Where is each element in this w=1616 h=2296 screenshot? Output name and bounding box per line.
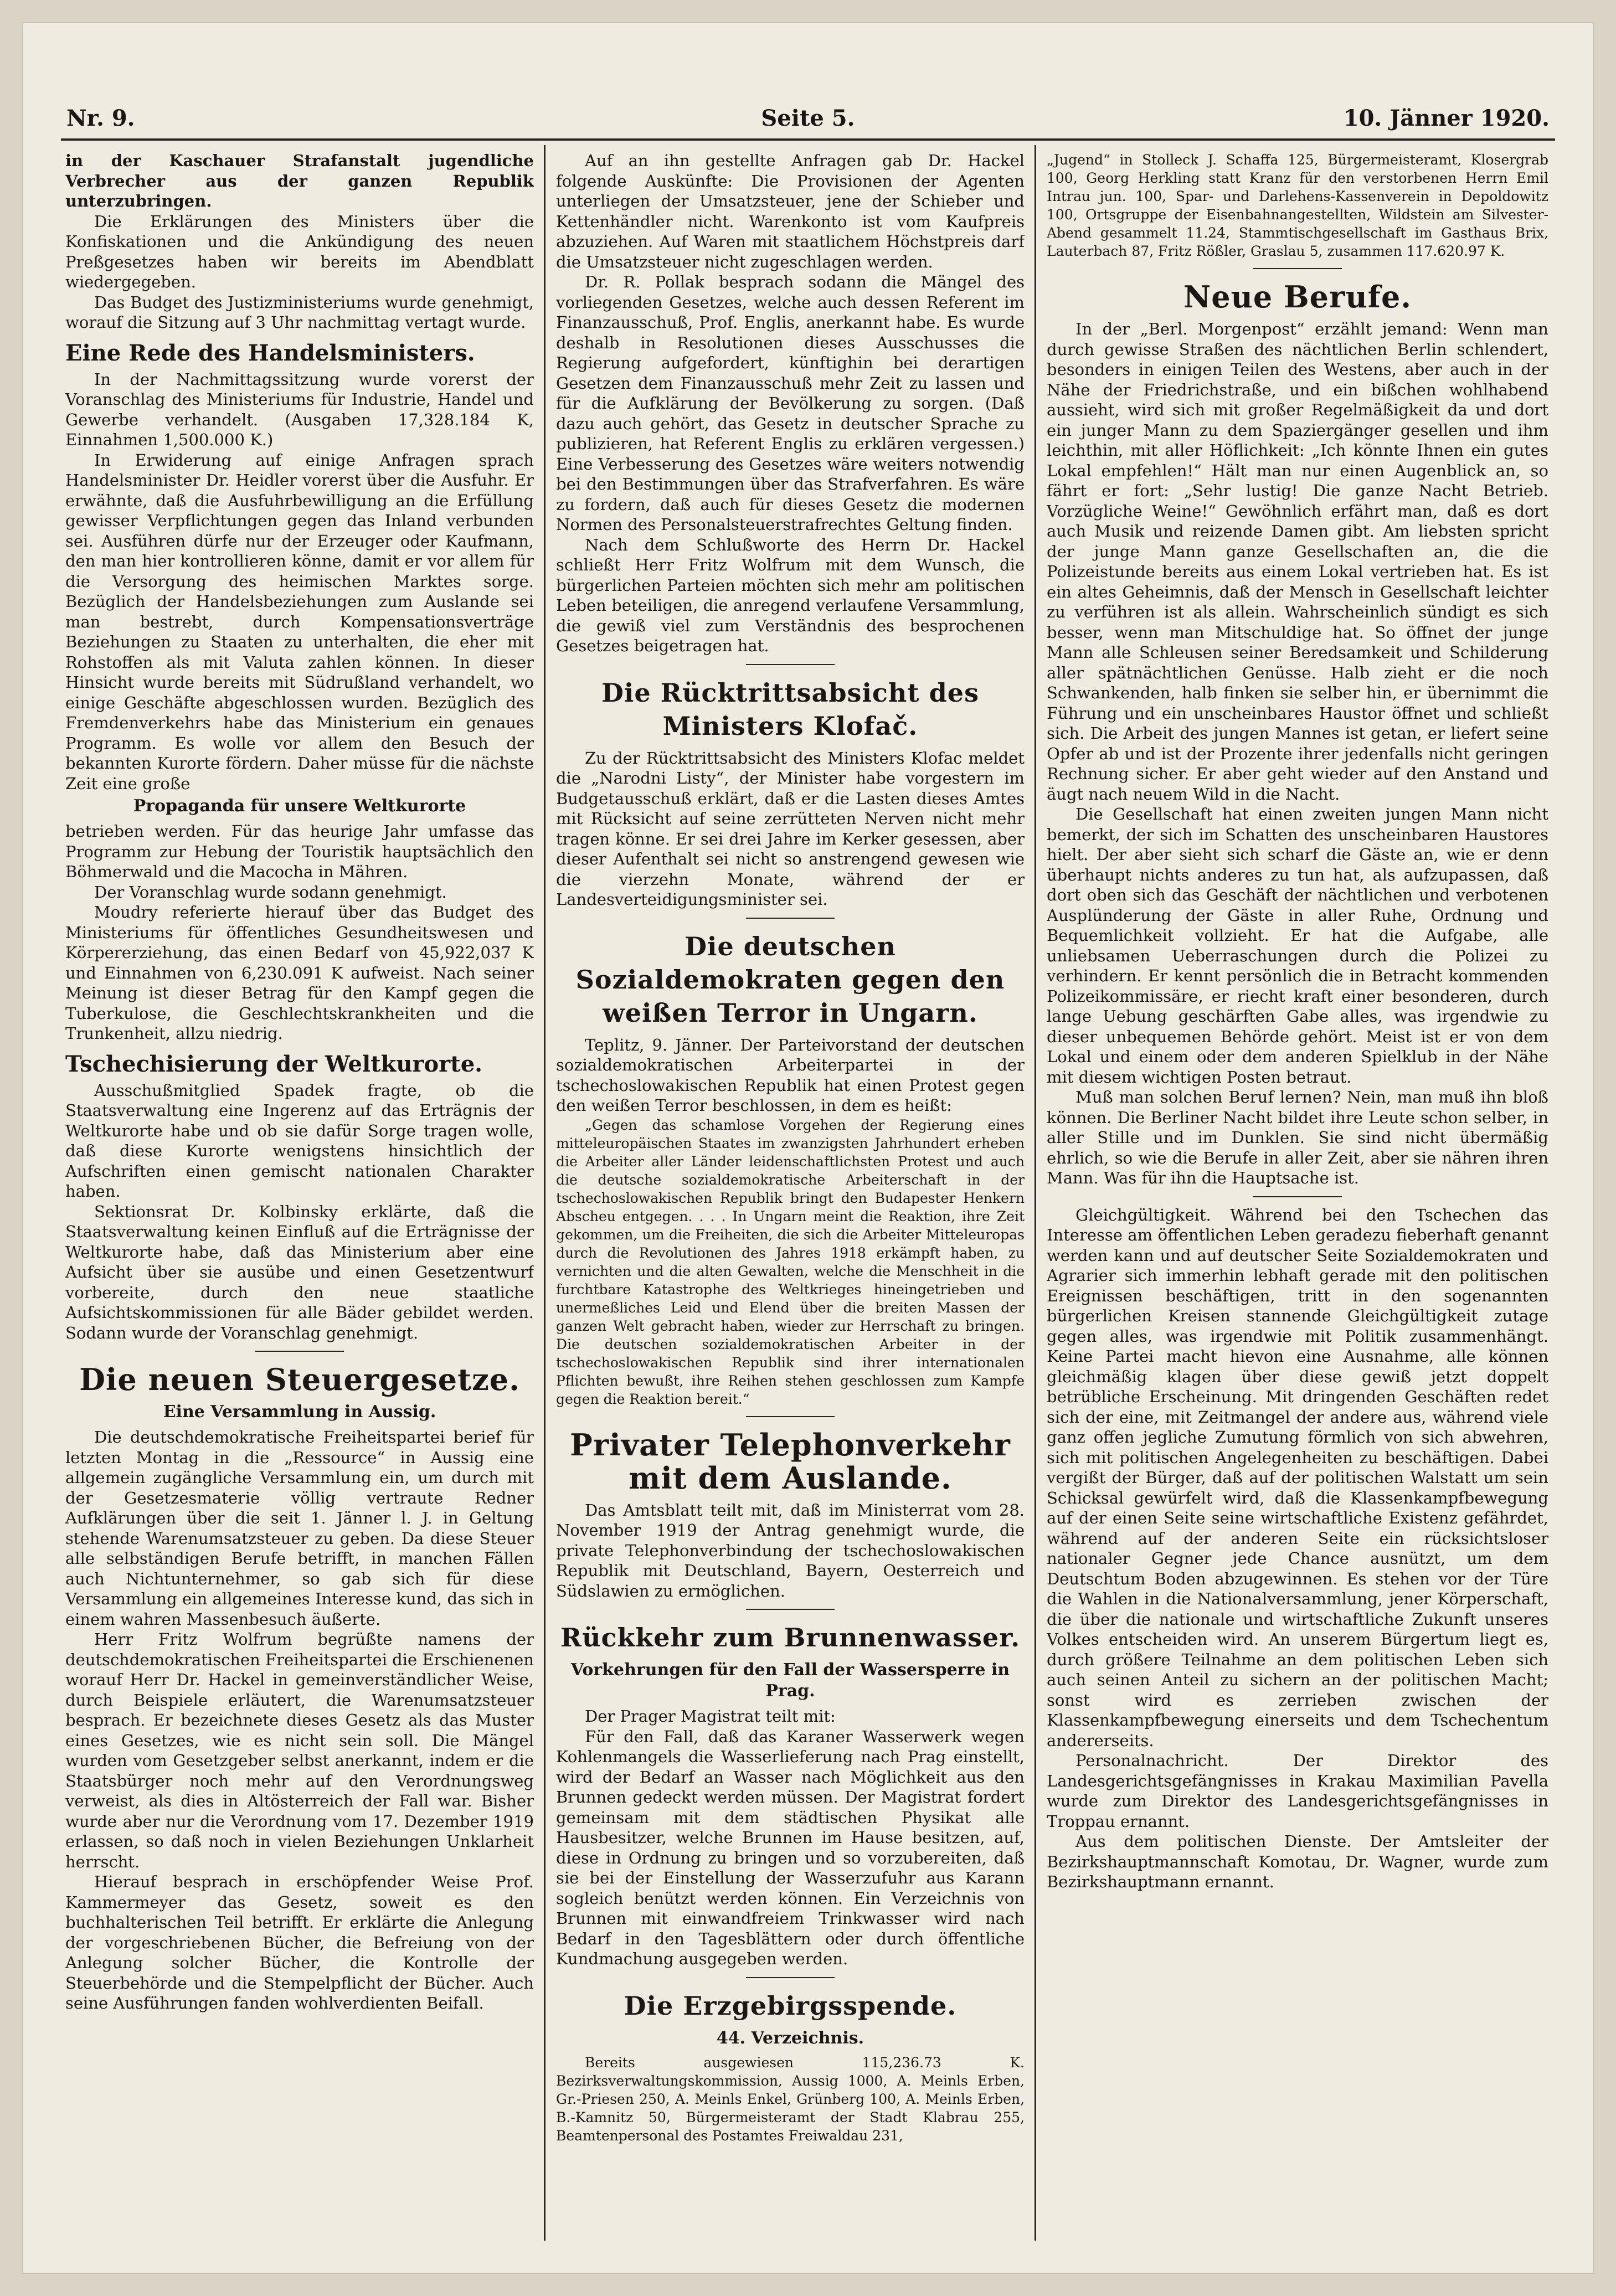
article-text: betrieben werden. Für das heurige Jahr umfasse das Programm zur Hebung der Touristik hauptsächlich den Böhmerwald und die Macocha in Mähren. xyxy=(65,822,534,881)
article-text: In der Nachmittagssitzung wurde vorerst der Voranschlag des Ministeriums für Industrie, Handel und Gewerbe verhandelt. (Ausgaben 17,328.184 K, Einnahmen 1,500.000 K.) xyxy=(65,369,534,449)
article-text: Sektionsrat Dr. Kolbinsky erklärte, daß die Staatsverwaltung keinen Einfluß auf die Erträgnisse der Weltkurorte habe, daß das Ministerium aber eine Aufsicht über sie ausübe und einen Gesetzentwurf vorbereite, durch den neue staatliche Aufsichtskommissionen für alle Bäder gebildet werden. Sodann wurde der Voranschlag genehmigt. xyxy=(65,1202,534,1342)
separator xyxy=(746,1977,835,1978)
headline-klofac: Die Rücktrittsabsicht des Ministers Klofač. xyxy=(601,677,979,741)
article-text: Die deutschdemokratische Freiheitspartei berief für letzten Montag in die „Ressource“ in Aussig eine allgemein zugängliche Versammlung ein, um durch mit der Gesetzesmaterie völlig vertraute Redner Aufklärungen über die seit 1. Jänner l. J. in Geltung stehende Warenumsatzsteuer zu geben. Da diese Steuer alle selbständigen Berufe betrifft, in manchen Fällen auch Nichtunternehmer, so gab sich für diese Versammlung ein allgemeines Interesse kund, das sich in einem wahren Massenbesuch äußerte. xyxy=(65,1428,534,1629)
header-rule xyxy=(61,138,1555,141)
headline-handelsminister: Eine Rede des Handelsministers. xyxy=(65,339,475,366)
article-text: In Erwiderung auf einige Anfragen sprach Handelsminister Dr. Heidler vorerst über die Ausfuhr. Er erwähnte, daß die Ausfuhrbewilligung an die Erfüllung gewisser Verpflichtungen gegen das Inland verbunden sei. Ausführen dürfe nur der Erzeuger oder Kaufmann, den man hier kontrollieren könne, damit er vor allem für die Versorgung des heimischen Marktes sorge. Bezüglich der Handelsbeziehungen zum Auslande sei man bestrebt, durch Kompensationsverträge Beziehungen zu Staaten zu unterhalten, die eher mit Rohstoffen als mit Valuta zahlen können. In dieser Hinsicht wurde bereits mit Südrußland verhandelt, wo einige Geschäfte abgeschlossen wurden. Bezüglich des Fremdenverkehrs habe das Ministerium ein genaues Programm. Es wolle vor allem den Besuch der bekannten Kurorte fördern. Daher müsse für die nächste Zeit eine große xyxy=(65,450,534,793)
headline-telephonverkehr: Privater Telephonverkehr mit dem Auslande. xyxy=(570,1427,1011,1496)
article-text: Muß man solchen Beruf lernen? Nein, man muß ihn bloß können. Die Berliner Nacht bildet ihre Leute schon selber, in aller Stille und im Dunklen. Sie sind nicht übermäßig ehrlich, so wie die Berufe in aller Zeit, aber sie nähren ihren Mann. Was für ihn die Hauptsache ist. xyxy=(1047,1088,1548,1187)
column-1 xyxy=(65,151,534,2241)
column-divider xyxy=(1035,145,1036,2241)
article-text: In der „Berl. Morgenpost“ erzählt jemand: Wenn man durch gewisse Straßen des nächtlichen Berlin schlendert, besonders in einigen Teilen des Westens, aber auch in der Nähe der Friedrichstraße, und ein bißchen wohlhabend aussieht, wird sich mit großer Regelmäßigkeit da und dort ein junger Mann zu dem Spaziergänger gesellen und ihm leichthin, mit aller Höflichkeit: „Ich könnte Ihnen ein gutes Lokal empfehlen!“ Hält man nur einen Augenblick an, so fährt er fort: „Sehr lustig! Die ganze Nacht Betrieb. Vorzügliche Weine!“ Gewöhnlich erfährt man, daß es dort auch Musik und reizende Damen gibt. Am liebsten spricht der junge Mann ganze Gesellschaften an, die die Polizeistunde bereits aus einem Lokal vertrieben hat. Es ist ein altes Geheimnis, daß der Mensch in Gesellschaft leichter zu verführen ist als allein. Wahrscheinlich sündigt es sich besser, wenn man Mitschuldige hat. So öffnet der junge Mann alle Schleusen seiner Beredsamkeit und Schilderung aller spätnächtlichen Genüsse. Halb zieht er die noch Schwankenden, halb finken sie selber hin, er übernimmt die Führung und ein unscheinbares Haustor öffnet und schließt sich. Die Arbeit des jungen Mannes ist getan, er liefert seine Opfer ab und ist der Prozente ihrer jedenfalls nicht geringen Rechnung sicher. Er aber geht wieder auf den Anstand und äugt nach neuem Wild in die Nacht. xyxy=(1047,320,1548,804)
article-text: Der Prager Magistrat teilt mit: xyxy=(585,1707,836,1726)
headline-erzgebirgsspende: Die Erzgebirgsspende. xyxy=(624,1990,957,2021)
issue-number: Nr. 9. xyxy=(66,105,135,131)
issue-date: 10. Jänner 1920. xyxy=(1343,105,1550,131)
headline-neue-berufe: Neue Berufe. xyxy=(1183,279,1412,315)
article-text: Teplitz, 9. Jänner. Der Parteivorstand der deutschen sozialdemokratischen Arbeiterpartei in der tschechoslowakischen Republik hat einen Protest gegen den weißen Terror beschlossen, in dem es heißt: xyxy=(556,1035,1025,1115)
article-text: Gleichgültigkeit. Während bei den Tschechen das Interesse am öffentlichen Leben geradezu fieberhaft genannt werden kann und auf deutscher Seite Sozialdemokraten und Agrarier sich immerhin lebhaft gerade mit den politischen Ereignissen beschäftigen, tritt in den sogenannten bürgerlichen Kreisen stannende Gleichgültigkeit zutage gegen alles, was irgendwie mit Politik zusammenhängt. Keine Partei macht hievon eine Ausnahme, alle können gleichmäßig klagen über diese gewiß jetzt doppelt betrübliche Erscheinung. Mit dringenden Geschäften redet sich der eine, mit Zeitmangel der andere aus, während viele ganz offen jegliche Zumutung förmlich von sich abwehren, sich mit politischen Angelegenheiten zu beschäftigen. Dabei vergißt der Bürger, daß auf der politischen Walstatt um sein Schicksal gewürfelt wird, daß die Klassenkampfbewegung auf der einen Seite seine wirtschaftliche Existenz gefährdet, während auf der anderen Seite ein rücksichtsloser nationaler Gegner jede Chance ausnützt, um dem Deutschtum Boden abzugewinnen. Es stehen vor der Türe die Wahlen in die Nationalversammlung, jener Körperschaft, die über die nationale und wirtschaftliche Zukunft unseres Volkes entscheiden wird. An unserem Bürgertum liegt es, durch größere Teilnahme an dem politischen Leben sich auch seinen Anteil zu sichern an der politischen Macht; sonst wird es zerrieben zwischen der Klassenkampfbewegung einerseits und dem Tschechentum andererseits. xyxy=(1047,1205,1548,1750)
separator xyxy=(746,1609,835,1610)
separator xyxy=(255,1351,344,1352)
column-divider xyxy=(544,145,545,2241)
subheading-verzeichnis: 44. Verzeichnis. xyxy=(716,2028,864,2048)
subheading-wassersperre: Vorkehrungen für den Fall der Wassersperre in Prag. xyxy=(570,1660,1010,1701)
article-text: Der Voranschlag wurde sodann genehmigt. xyxy=(94,882,447,902)
separator xyxy=(746,664,835,665)
subheading-versammlung: Eine Versammlung in Aussig. xyxy=(163,1402,436,1422)
article-text: Für den Fall, daß das Karaner Wasserwerk wegen Kohlenmangels die Wasserlieferung nach Prag einstellt, wird der Bedarf an Wasser nach Möglichkeit aus den Brunnen gedeckt werden müssen. Der Magistrat fordert gemeinsam mit dem städtischen Physikat alle Hausbesitzer, welche Brunnen im Hause besitzen, auf, diese in Ordnung zu bringen und so vorzubereiten, daß sie bei der Einstellung der Wasserzufuhr aus Karann sogleich benützt werden können. Ein Verzeichnis von Brunnen mit einwandfreiem Trinkwasser wird nach Bedarf in den Tagesblättern oder durch öffentliche Kundmachung ausgegeben werden. xyxy=(556,1727,1025,1968)
article-text: Die Gesellschaft hat einen zweiten jungen Mann nicht bemerkt, der sich im Schatten des unscheinbaren Haustores hielt. Der aber sieht sich scharf die Gäste an, wie er denn überhaupt nichts anderes zu tun hat, als aufzupassen, daß dort oben sich das Geschäft der nächtlichen und verbotenen Ausplünderung der Gäste in aller Ruhe, Ordnung und Bequemlichkeit vollzieht. Er hat die Aufgabe, alle unliebsamen Ueberraschungen durch die Polizei zu verhindern. Er kennt persönlich die in Betracht kommenden Polizeikommissäre, er riecht kraft einer besonderen, durch lange Uebung geschärften Gabe alles, was irgendwie zu dieser unbequemen Behörde gehört. Meist ist er von dem Lokal und einem oder dem anderen Spielklub in der Nähe mit diesem wichtigen Posten betraut. xyxy=(1047,805,1548,1087)
headline-tschechisierung: Tschechisierung der Weltkurorte. xyxy=(65,1051,483,1077)
separator xyxy=(746,918,835,919)
article-text: Dr. R. Pollak besprach sodann die Mängel des vorliegenden Gesetzes, welche auch dessen Referent im Finanzausschuß, Prof. Englis, anerkannt habe. Es wurde deshalb in Resolutionen dieses Ausschusses die Regierung aufgefordert, künftighin bei derartigen Gesetzen dem Finanzausschuß mehr Zeit zu lassen und für die Aufklärung der Bevölkerung zu sorgen. (Daß dazu auch gehört, das Gesetz in deutscher Sprache zu publizieren, hat Referent Englis zu erklären vergessen.) Eine Verbesserung des Gesetzes wäre weiters notwendig bei den Bestimmungen über das Strafverfahren. Es wäre zu fordern, daß auch für dieses Gesetz die modernen Normen des Personalsteuerstrafrechtes Geltung finden. xyxy=(556,272,1025,534)
article-text: Die Erklärungen des Ministers über die Konfiskationen und die Ankündigung des neuen Preßgesetzes haben wir bereits im Abendblatt wiedergegeben. xyxy=(65,212,534,291)
headline-brunnenwasser: Rückkehr zum Brunnenwasser. xyxy=(560,1623,1021,1652)
column-2 xyxy=(556,151,1025,2241)
article-text: Nach dem Schlußworte des Herrn Dr. Hackel schließt Herr Fritz Wolfrum mit dem Wunsch, die bürgerlichen Parteien möchten sich mehr am politischen Leben beteiligen, die anregend verlaufene Versammlung, die gewiß viel zum Verständnis des besprochenen Gesetzes beigetragen hat. xyxy=(556,535,1025,655)
separator xyxy=(1253,1196,1342,1197)
article-text: Zu der Rücktrittsabsicht des Ministers Klofac meldet die „Narodni Listy“, der Minister habe vorgestern im Budgetausschuß erklärt, daß er die Lasten dieses Amtes mit Rücksicht auf seine zerrütteten Nerven nicht mehr tragen könne. Er sei drei Jahre im Kerker gesessen, aber dieser Aufenthalt sei nicht so anstrengend gewesen wie die vierzehn Monate, während der er Landesverteidigungsminister sei. xyxy=(556,748,1025,909)
donation-list: Bereits ausgewiesen 115,236.73 K. Bezirksverwaltungskommission, Aussig 1000, A. Meinls Erben, Gr.-Priesen 250, A. Meinls Enkel, Grünberg 100, A. Meinls Erben, B.-Kamnitz 50, Bürgermeisteramt der Stadt Klabrau 255, Beamtenpersonal des Postamtes Freiwaldau 231, xyxy=(556,2054,1025,2144)
article-text: Hierauf besprach in erschöpfender Weise Prof. Kammermeyer das Gesetz, soweit es den buchhalterischen Teil betrifft. Er erklärte die Anlegung der vorgeschriebenen Bücher, die Befreiung von der Anlegung solcher Bücher, die Kontrolle der Steuerbehörde und die Stempelpflicht der Bücher. Auch seine Ausführungen fanden wohlverdienten Beifall. xyxy=(65,1872,534,2012)
article-text: Aus dem politischen Dienste. Der Amtsleiter der Bezirkshauptmannschaft Komotau, Dr. Wagner, wurde zum Bezirkshauptmann ernannt. xyxy=(1047,1832,1548,1891)
subheading-propaganda: Propaganda für unsere Weltkurorte xyxy=(133,796,466,816)
article-text: Herr Fritz Wolfrum begrüßte namens der deutschdemokratischen Freiheitspartei die Erschienenen worauf Herr Dr. Hackel in gemeinverständlicher Weise, durch Beispiele erläutert, die Warenumsatzsteuer besprach. Er bezeichnete dieses Gesetz als das Muster eines Gesetzes, wie es nicht sein soll. Die Mängel wurden vom Gesetzgeber selbst anerkannt, indem er die Staatsbürger noch mehr auf den Verordnungsweg verweist, als dies in Altösterreich der Fall war. Bisher wurde aber nur die Verordnung vom 17. Dezember 1919 erlassen, so daß noch in vielen Beziehungen Unklarheit herrscht. xyxy=(65,1630,534,1871)
article-text: Personalnachricht. Der Direktor des Landesgerichtsgefängnisses in Krakau Maximilian Pavella wurde zum Direktor des Landesgerichtsgefängnisses in Troppau ernannt. xyxy=(1047,1751,1548,1831)
separator xyxy=(1253,268,1342,269)
column-3 xyxy=(1047,151,1548,2241)
separator xyxy=(746,1416,835,1417)
article-text: Auf an ihn gestellte Anfragen gab Dr. Hackel folgende Auskünfte: Die Provisionen der Agenten unterliegen der Umsatzsteuer, jene der Schieber und Kettenhändler nicht. Warenkonto ist vom Kaufpreis abzuziehen. Auf Waren mit staatlichem Höchstpreis darf die Umsatzsteuer nicht zugeschlagen werden. xyxy=(556,151,1025,271)
article-text: Moudry referierte hierauf über das Budget des Ministeriums für öffentliches Gesundheitswesen und Körpererziehung, das einen Bedarf von 45,922,037 K und Einnahmen von 6,230.091 K aufweist. Nach seiner Meinung ist dieser Betrag für den Kampf gegen die Tuberkulose, die Geschlechtskrankheiten und die Trunkenheit, allzu niedrig. xyxy=(65,903,534,1043)
article-text: Das Amtsblatt teilt mit, daß im Ministerrat vom 28. November 1919 der Antrag genehmigt wurde, die private Telephonverbindung der tschechoslowakischen Republik mit Deutschland, Bayern, Oesterreich und Südslawien zu ermöglichen. xyxy=(556,1500,1025,1600)
headline-steuergesetze: Die neuen Steuergesetze. xyxy=(79,1362,520,1397)
headline-sozialdemokraten: Die deutschen Sozialdemokraten gegen den weißen Terror in Ungarn. xyxy=(575,931,1005,1028)
page-header xyxy=(66,94,1550,138)
article-text: in der Kaschauer Strafanstalt jugendliche Verbrecher aus der ganzen Republik unterzubringen. xyxy=(65,151,534,210)
article-text: Ausschußmitglied Spadek fragte, ob die Staatsverwaltung eine Ingerenz auf das Erträgnis der Weltkurorte habe und ob sie dafür Sorge tragen wolle, daß diese Kurorte wenigstens hinsichtlich der Aufschriften einen gemischt nationalen Charakter haben. xyxy=(65,1080,534,1201)
article-quote: „Gegen das schamlose Vorgehen der Regierung eines mitteleuropäischen Staates im zwanzigsten Jahrhundert erheben die Arbeiter aller Länder leidenschaftlichsten Protest und auch die deutsche sozialdemokratische Arbeiterschaft in der tschechoslowakischen Republik bringt den Budapester Henkern Abscheu entgegen. . . . In Ungarn meint die Reaktion, ihre Zeit gekommen, um die Freiheiten, die sich die Arbeiter Mitteleuropas durch die Revolutionen des Jahres 1918 erkämpft haben, zu vernichten und die alten Gewalten, welche die Menschheit in die furchtbare Katastrophe des Weltkrieges hineingetrieben und unermeßliches Leid und Elend über die breiten Massen der ganzen Welt gebracht haben, wieder zur Herrschaft zu bringen. Die deutschen sozialdemokratischen Arbeiter in der tschechoslowakischen Republik sind ihrer internationalen Pflichten bewußt, ihre Reihen stehen geschlossen zum Kampfe gegen die Reaktion bereit.“ xyxy=(556,1116,1025,1407)
page-number: Seite 5. xyxy=(761,105,855,131)
newspaper-page xyxy=(22,22,1594,2274)
donation-list: „Jugend“ in Stolleck J. Schaffa 125, Bürgermeisteramt, Klosergrab 100, Georg Herkling statt Kranz für den verstorbenen Herrn Emil Intrau jun. 100, Spar- und Darlehens-Kassenverein in Depoldowitz 100, Ortsgruppe der Eisenbahnangestellten, Wildstein am Silvester-Abend gesammelt 11.24, Stammtischgesellschaft im Gasthaus Brix, Lauterbach 87, Fritz Rößler, Graslau 5, zusammen 117.620.97 K. xyxy=(1047,152,1548,259)
article-text: Das Budget des Justizministeriums wurde genehmigt, worauf die Sitzung auf 3 Uhr nachmittag vertagt wurde. xyxy=(65,292,534,332)
